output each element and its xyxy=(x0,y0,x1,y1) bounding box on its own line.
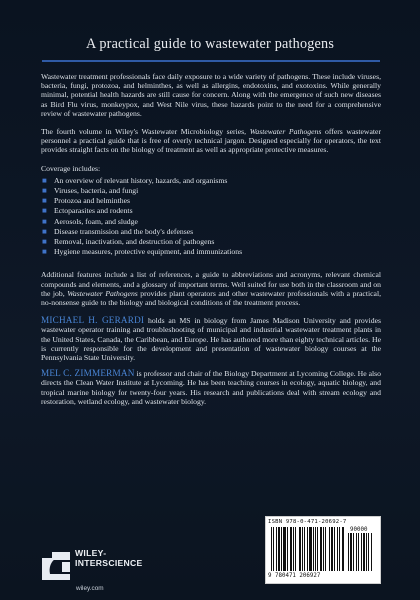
coverage-list xyxy=(41,176,381,258)
author-bio-text: holds an MS in biology from James Madison University and provides wastewater operator training and troubleshooting of municipal and industrial wastewater treatment plants in the United States, Canada, the Caribbean, and Europe. He has authored more than eighty technical articles. He is currently responsible for the development and presentation of wastewater biology courses at the Pennsylvania State University. xyxy=(41,316,381,363)
list-item-text: An overview of relevant history, hazards, and organisms xyxy=(54,175,228,185)
header-rule xyxy=(42,60,380,62)
intro-paragraph-1: Wastewater treatment professionals face daily exposure to a wide variety of pathogens. These include viruses, bacteria, fungi, protozoa, and helminthes, as well as allergins, endotoxins, and exotoxins. While generally minimal, potential health hazards are still cause for concern. Along with the emergence of such new diseases as Bird Flu virus, monkeypox, and West Nile virus, these hazards point to the need for a comprehensive review of wastewater pathogens. xyxy=(41,72,381,118)
author-bio-1 xyxy=(41,316,381,362)
bullet-icon: ■ xyxy=(42,247,47,257)
features-paragraph xyxy=(41,270,381,307)
bullet-icon: ■ xyxy=(42,237,47,247)
bullet-icon: ■ xyxy=(42,206,47,216)
book-title: Wastewater Pathogens xyxy=(67,288,138,298)
intro-paragraph-2 xyxy=(41,127,381,155)
list-item-text: Aerosols, foam, and sludge xyxy=(54,216,138,226)
intro-paragraph-2-end: offers wastewater personnel a practical guide that is free of overly technical jargon. Designed especially for operators, the text provides straight facts on the biology of treatment as well as appropriate protective measures. xyxy=(41,127,382,155)
tagline: A practical guide to wastewater pathogens xyxy=(85,36,335,52)
list-item-text: Hygiene measures, protective equipment, and immunizations xyxy=(54,247,243,257)
features-paragraph-start: Additional features include a list of references, a guide to abbreviations and acronyms, relevant chemical compounds and elements, and a glossary of important terms. Well suited for use both in the classroom and on the job, xyxy=(41,270,381,298)
bullet-icon: ■ xyxy=(42,196,47,206)
features-paragraph-end: provides plant operators and other wastewater professionals with a practical, no-nonsense guide to the biology and biological conditions of the treatment process. xyxy=(41,288,382,308)
body-text xyxy=(41,72,381,413)
author-bio-2 xyxy=(41,369,381,406)
coverage-heading: Coverage includes: xyxy=(41,163,101,173)
bullet-icon: ■ xyxy=(42,216,47,226)
author-name: MEL C. ZIMMERMAN xyxy=(41,368,135,379)
list-item xyxy=(41,237,381,247)
list-item xyxy=(41,217,381,227)
list-item-text: Protozoa and helminthes xyxy=(54,196,131,206)
list-item xyxy=(41,247,381,257)
book-title: Wastewater Pathogens xyxy=(249,127,322,137)
addon-barcode-icon xyxy=(348,533,376,571)
bullet-icon: ■ xyxy=(42,175,47,185)
addon-digits: 90000 xyxy=(350,527,368,533)
author-bio-text: is professor and chair of the Biology Department at Lycoming College. He also directs the Clean Water Institute at Lycoming. He has been teaching courses in ecology, aquatic biology, and tropical marine biology for twenty-four years. His research and publications deal with stream ecology and restoration, wetland ecology, and wastewater biology. xyxy=(41,369,381,406)
barcode xyxy=(265,516,381,584)
list-item xyxy=(41,227,381,237)
author-name: MICHAEL H. GERARDI xyxy=(41,315,145,326)
intro-paragraph-2-start: The fourth volume in Wiley's Wastewater Microbiology series, xyxy=(41,127,250,137)
publisher-line-1: WILEY- xyxy=(75,548,107,558)
list-item-text: Viruses, bacteria, and fungi xyxy=(54,186,139,196)
list-item-text: Removal, inactivation, and destruction of pathogens xyxy=(54,237,215,247)
bullet-icon: ■ xyxy=(42,226,47,236)
publisher-name xyxy=(75,549,143,568)
wiley-logo-icon xyxy=(36,546,76,586)
list-item xyxy=(41,206,381,216)
ean-barcode-icon xyxy=(271,527,345,573)
barcode-digits: 9 780471 206927 xyxy=(268,573,321,579)
publisher-website: wiley.com xyxy=(76,585,104,592)
isbn-label: ISBN 978-0-471-20692-7 xyxy=(268,519,347,525)
bullet-icon: ■ xyxy=(42,186,47,196)
list-item xyxy=(41,186,381,196)
list-item xyxy=(41,176,381,186)
list-item xyxy=(41,196,381,206)
publisher-line-2: INTERSCIENCE xyxy=(75,557,143,568)
list-item-text: Ectoparasites and rodents xyxy=(54,206,133,216)
list-item-text: Disease transmission and the body's defenses xyxy=(54,226,194,236)
